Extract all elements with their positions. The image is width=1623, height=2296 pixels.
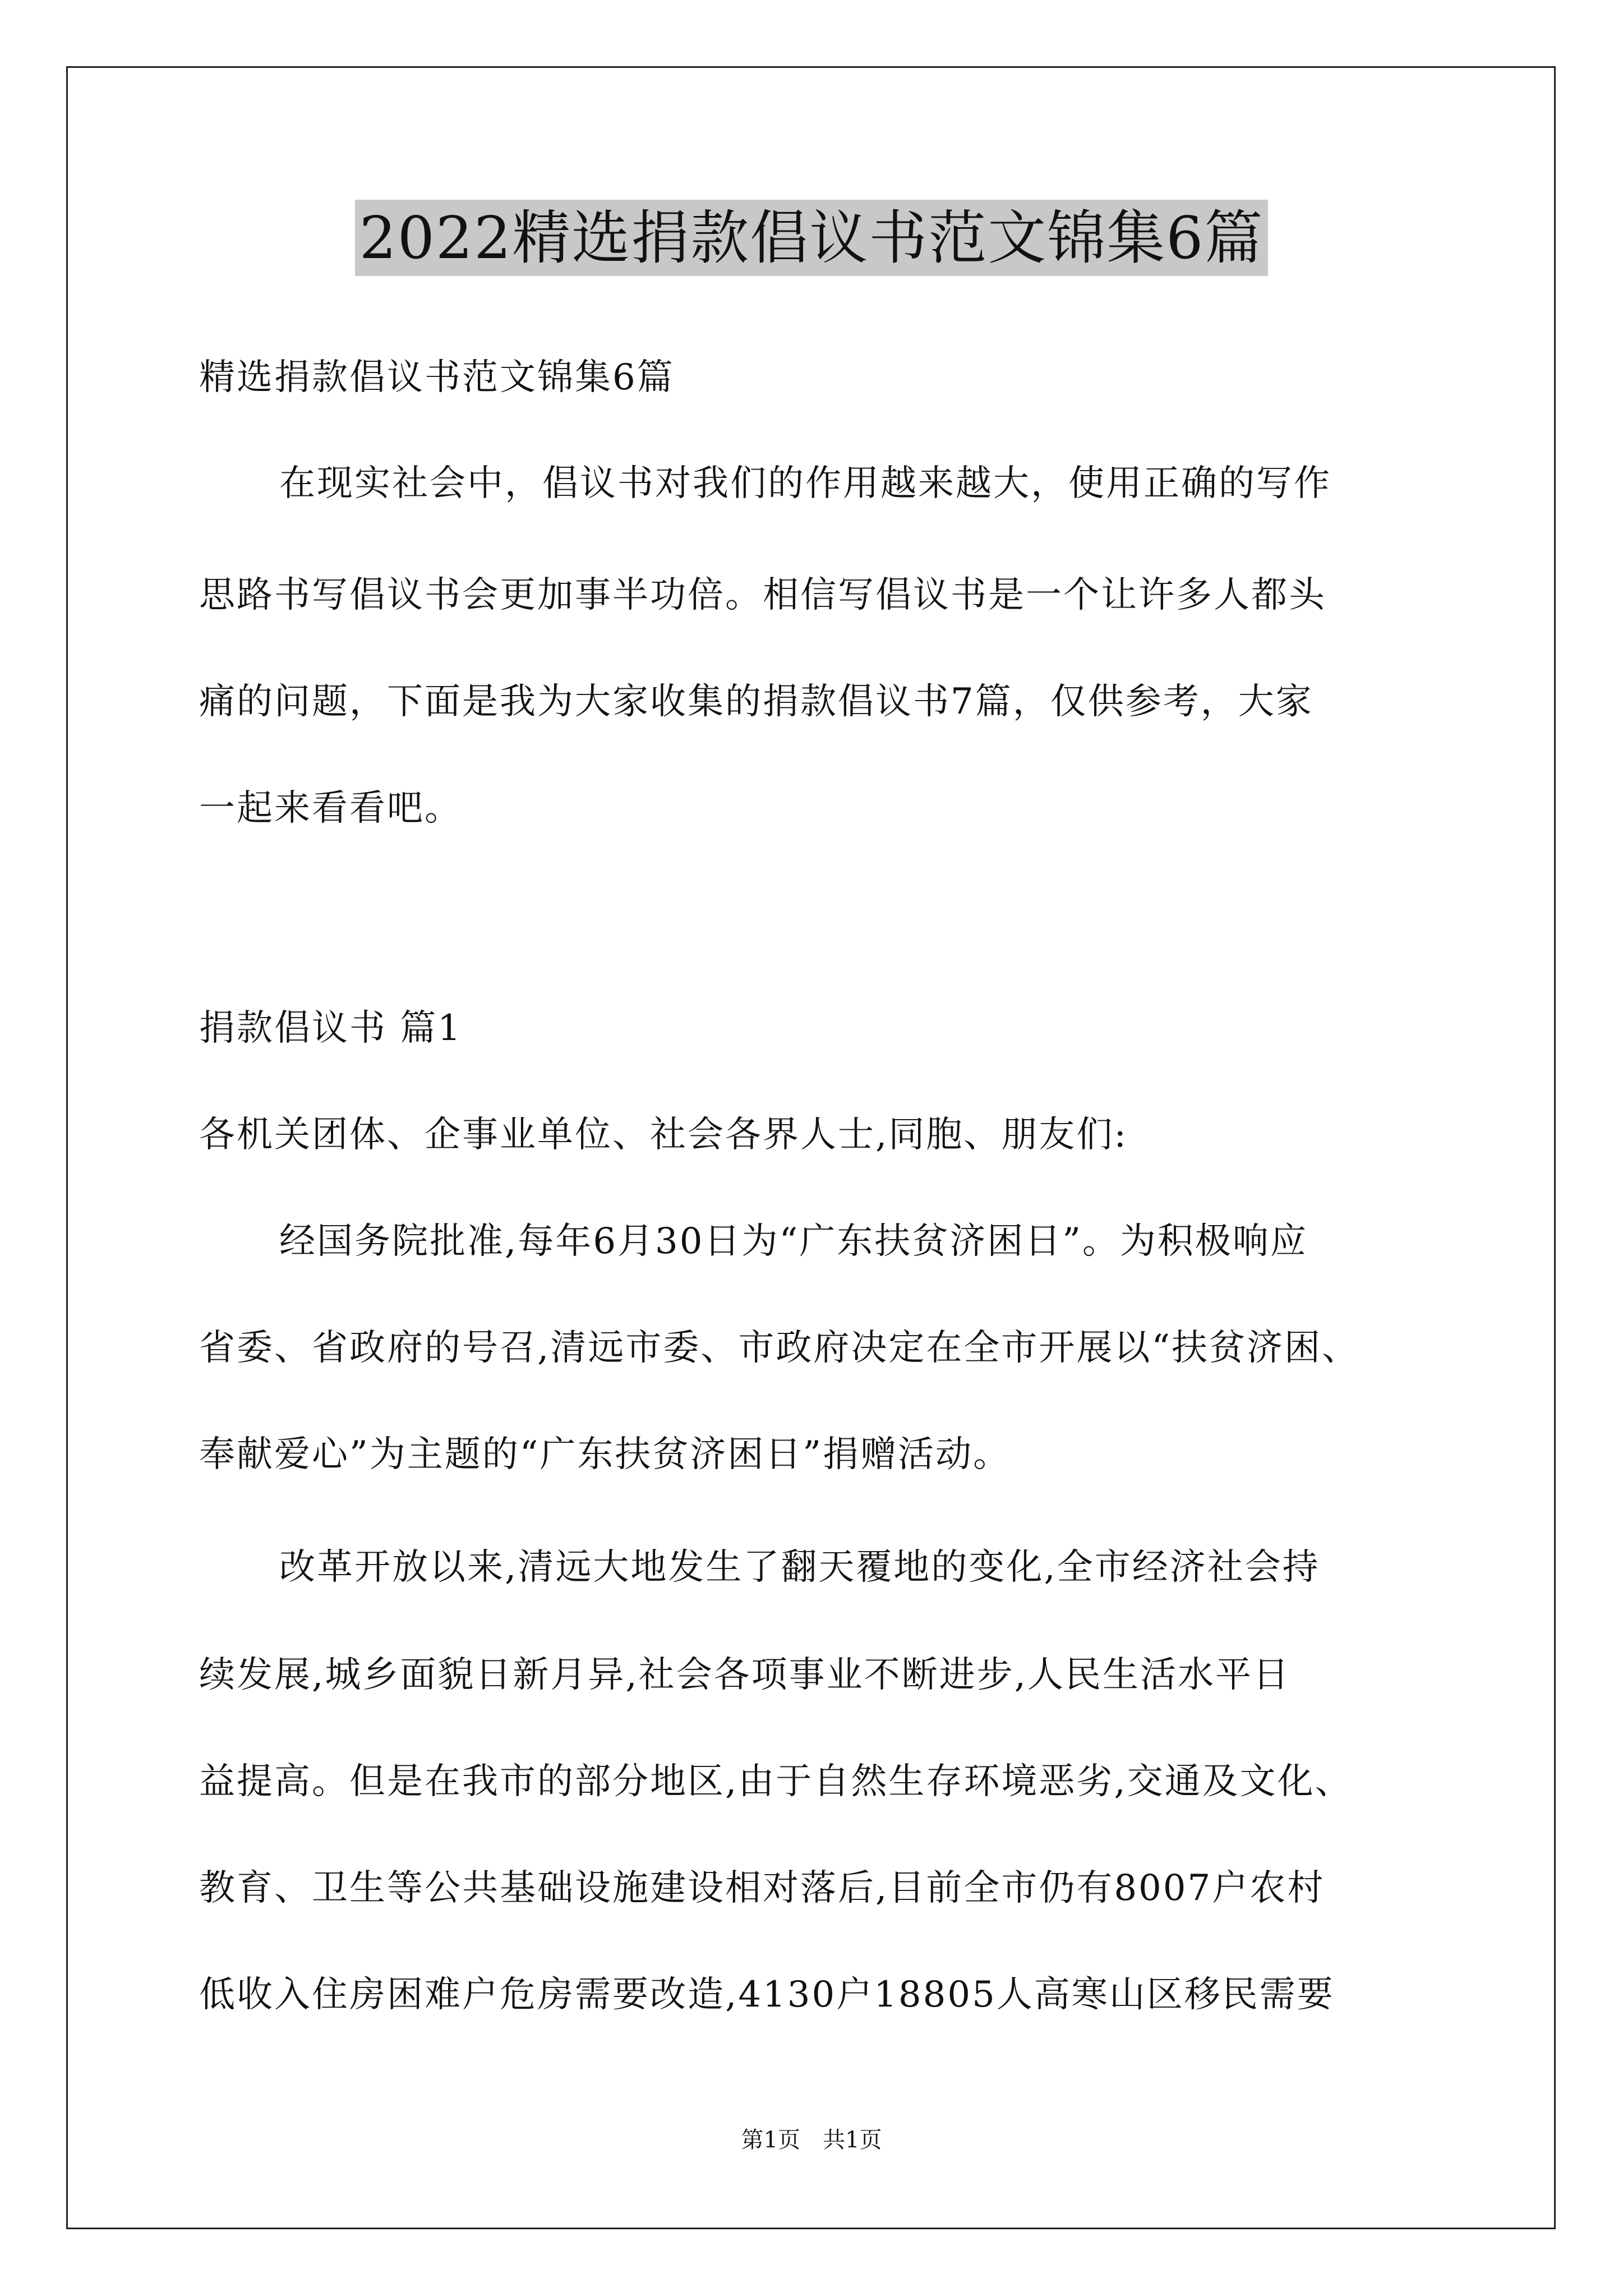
paragraph-line: 改革开放以来,清远大地发生了翻天覆地的变化,全市经济社会持 bbox=[279, 1547, 1320, 1588]
paragraph-line: 奉献爱心”为主题的“广东扶贫济困日”捐赠活动。 bbox=[199, 1434, 1011, 1475]
paragraph-line: 续发展,城乡面貌日新月异,社会各项事业不断进步,人民生活水平日 bbox=[199, 1654, 1291, 1696]
paragraph-line: 益提高。但是在我市的部分地区,由于自然生存环境恶劣,交通及文化、 bbox=[199, 1761, 1353, 1802]
paragraph-line: 低收入住房困难户危房需要改造,4130户18805人高寒山区移民需要 bbox=[199, 1974, 1335, 2016]
intro-line: 思路书写倡议书会更加事半功倍。相信写倡议书是一个让许多人都头 bbox=[199, 574, 1326, 616]
paragraph-line: 教育、卫生等公共基础设施建设相对落后,目前全市仍有8007户农村 bbox=[199, 1867, 1325, 1909]
intro-line: 痛的问题，下面是我为大家收集的捐款倡议书7篇，仅供参考，大家 bbox=[199, 681, 1313, 723]
section-heading: 捐款倡议书 篇1 bbox=[199, 1007, 463, 1049]
paragraph-line: 省委、省政府的号召,清远市委、市政府决定在全市开展以“扶贫济困、 bbox=[199, 1327, 1360, 1369]
intro-line: 在现实社会中，倡议书对我们的作用越来越大，使用正确的写作 bbox=[279, 463, 1331, 504]
page-footer: 第1页 共1页 bbox=[741, 2127, 882, 2153]
intro-line: 一起来看看吧。 bbox=[199, 788, 462, 829]
title-container bbox=[0, 200, 1623, 276]
document-title: 2022精选捐款倡议书范文锦集6篇 bbox=[355, 200, 1269, 276]
document-subtitle: 精选捐款倡议书范文锦集6篇 bbox=[199, 357, 675, 398]
salutation: 各机关团体、企事业单位、社会各界人士,同胞、朋友们: bbox=[199, 1114, 1128, 1156]
paragraph-line: 经国务院批准,每年6月30日为“广东扶贫济困日”。为积极响应 bbox=[279, 1221, 1308, 1262]
